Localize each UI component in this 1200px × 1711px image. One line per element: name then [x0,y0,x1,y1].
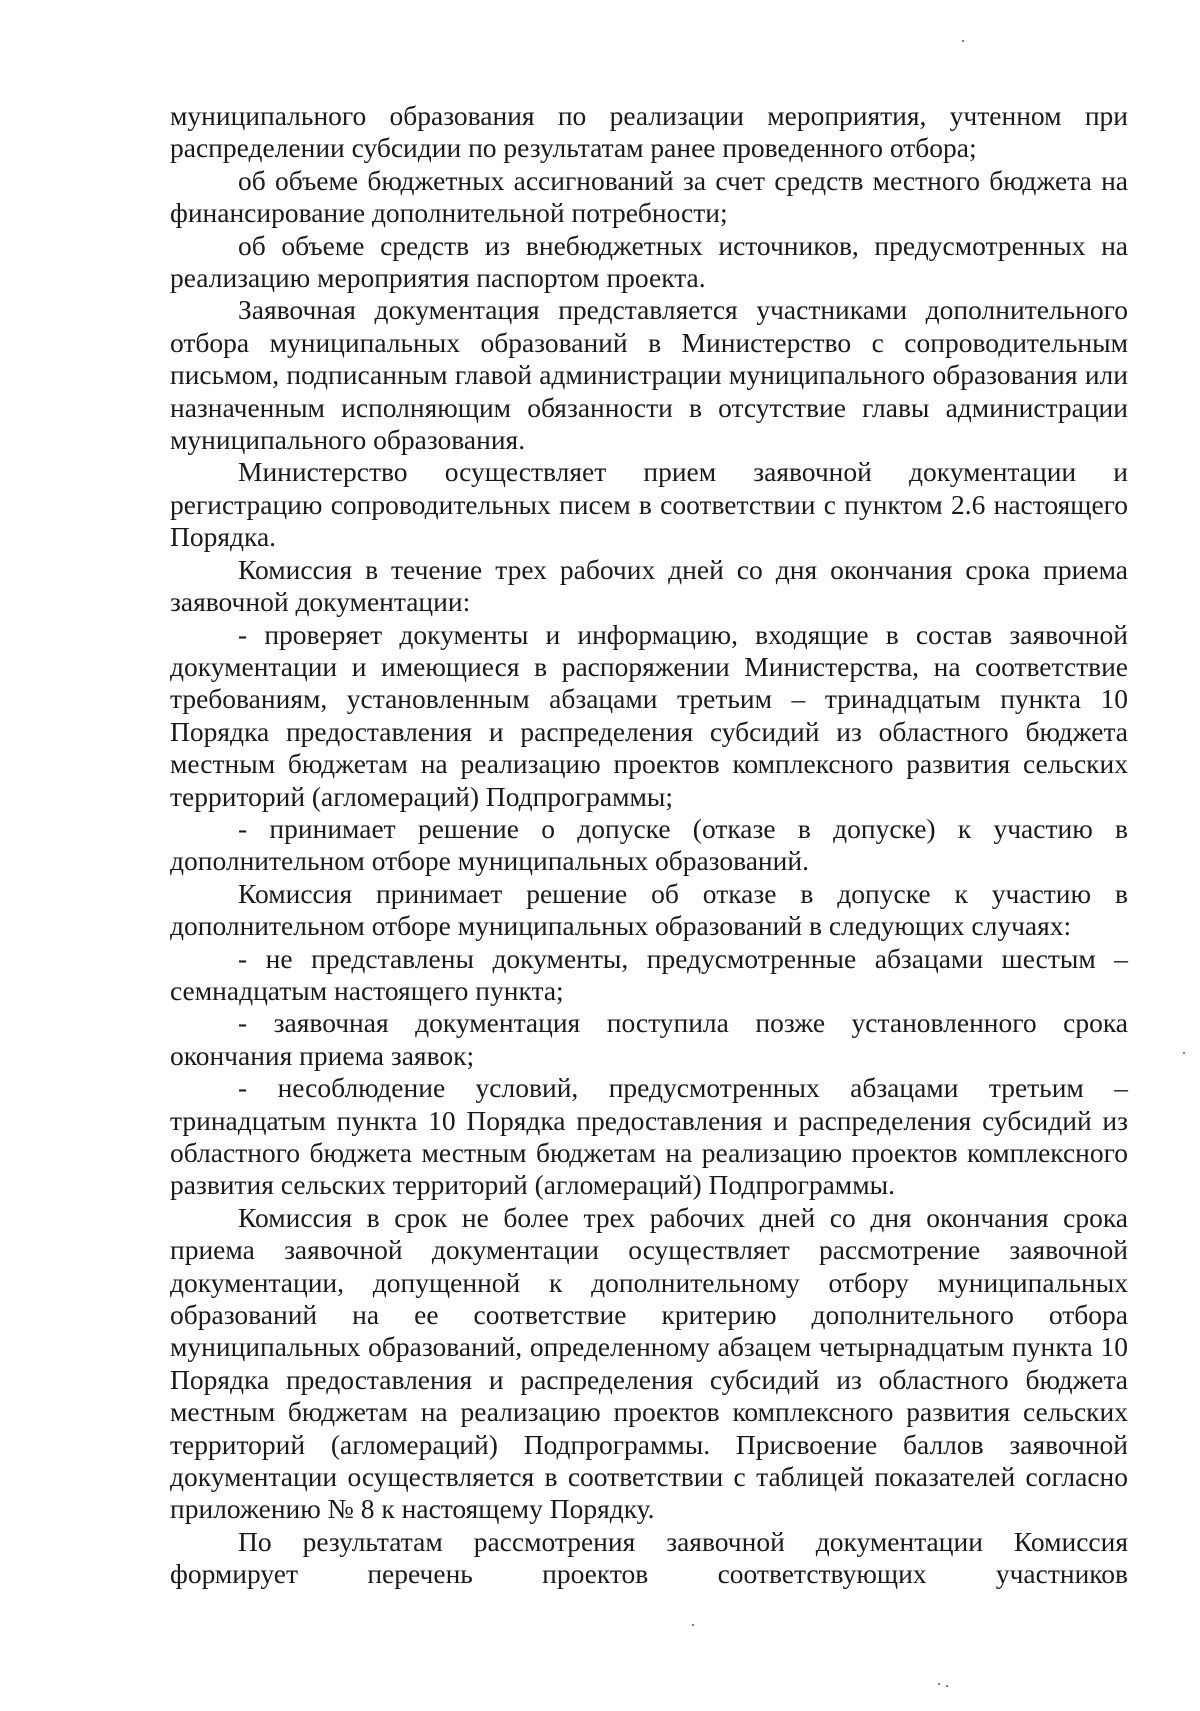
scan-speck [946,1685,948,1687]
paragraph-budget-allocations: об объеме бюджетных ассигнований за счет средств местного бюджета на финансирование дополнительной потребности; [170,164,1128,229]
paragraph-commission-period: Комиссия в течение трех рабочих дней со дня окончания срока приема заявочной документации: [170,553,1128,618]
paragraph-refusal-cases: Комиссия принимает решение об отказе в допуске к участию в дополнительном отборе муниципальных образований в следующих случаях: [170,877,1128,942]
paragraph-commission-review: Комиссия в срок не более трех рабочих дней со дня окончания срока приема заявочной документации осуществляет рассмотрение заявочной документации, допущенной к дополнительному отбору муниципальных образований на ее соответствие критерию дополнительного отбора муниципальных образований, определенному абзацем четырнадцатым пункта 10 Порядка предоставления и распределения субсидий из областного бюджета местным бюджетам на реализацию проектов комплексного развития сельских территорий (агломераций) Подпрограммы. Присвоение баллов заявочной документации осуществляется в соответствии с таблицей показателей согласно приложению № 8 к настоящему Порядку. [170,1201,1128,1525]
paragraph-results: По результатам рассмотрения заявочной документации Комиссия формирует перечень проектов соответствующих участников [170,1525,1128,1590]
scan-speck [962,40,964,42]
scan-speck [1183,1052,1185,1054]
list-item-missing-documents: - не представлены документы, предусмотренные абзацами шестым – семнадцатым настоящего пункта; [170,942,1128,1006]
scan-speck [692,1624,694,1626]
paragraph-application-submission: Заявочная документация представляется участниками дополнительного отбора муниципальных образований в Министерство с сопроводительным письмом, подписанным главой администрации муниципального образования или назначенным исполняющим обязанности в отсутствие главы администрации муниципального образования. [170,294,1128,456]
paragraph-ministry-reception: Министерство осуществляет прием заявочной документации и регистрацию сопроводительных писем в соответствии с пунктом 2.6 настоящего Порядка. [170,456,1128,553]
paragraph-extrabudgetary-funds: об объеме средств из внебюджетных источников, предусмотренных на реализацию мероприятия паспортом проекта. [170,229,1128,294]
scan-speck [938,1683,940,1685]
list-item-conditions-violation: - несоблюдение условий, предусмотренных абзацами третьим – тринадцатым пункта 10 Порядка предоставления и распределения субсидий из областного бюджета местным бюджетам на реализацию проектов комплексного развития сельских территорий (агломераций) Подпрограммы. [170,1072,1128,1201]
document-page [170,100,1128,1591]
list-item-checks-documents: - проверяет документы и информацию, входящие в состав заявочной документации и имеющиеся в распоряжении Министерства, на соответствие требованиям, установленным абзацами третьим – тринадцатым пункта 10 Порядка предоставления и распределения субсидий из областного бюджета местным бюджетам на реализацию проектов комплексного развития сельских территорий (агломераций) Подпрограммы; [170,618,1128,812]
paragraph-continuation: муниципального образования по реализации мероприятия, учтенном при распределении субсидии по результатам ранее проведенного отбора; [170,100,1128,164]
list-item-admission-decision: - принимает решение о допуске (отказе в допуске) к участию в дополнительном отборе муниципальных образований. [170,812,1128,877]
list-item-late-submission: - заявочная документация поступила позже установленного срока окончания приема заявок; [170,1007,1128,1071]
